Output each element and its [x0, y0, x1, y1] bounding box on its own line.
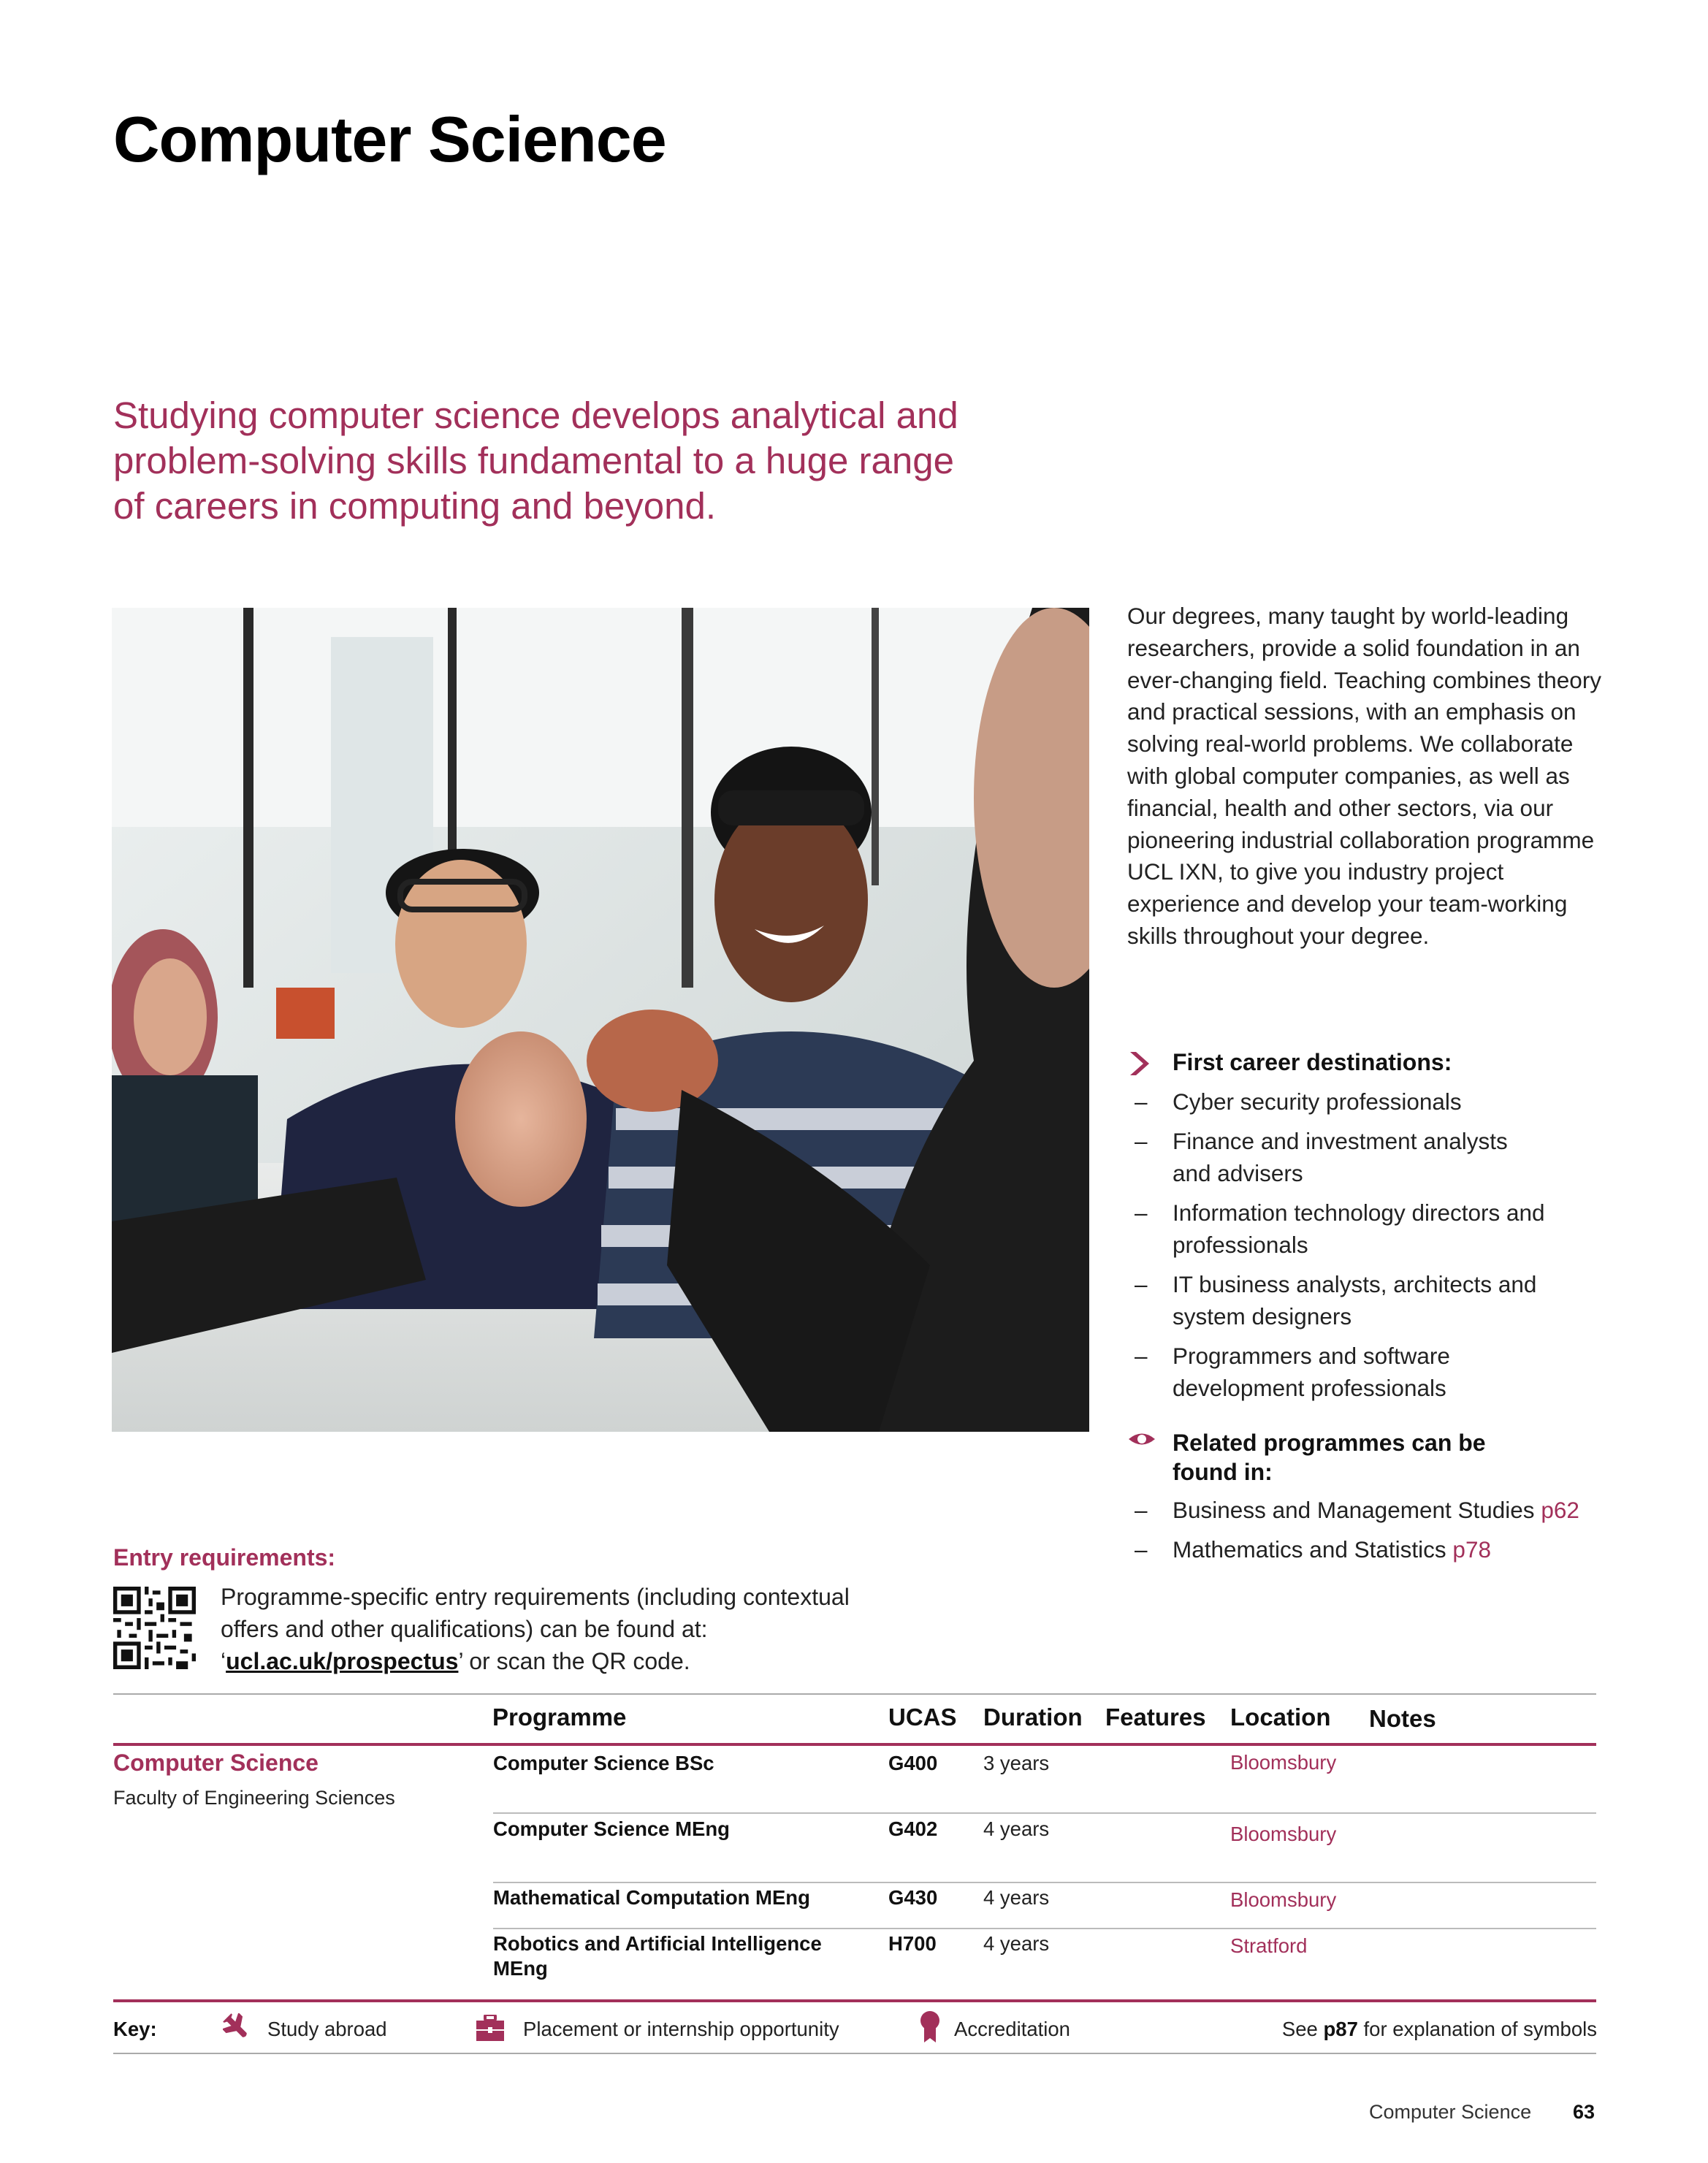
location: Bloomsbury — [1230, 1751, 1337, 1774]
header-ucas: UCAS — [888, 1704, 957, 1731]
programme-name: Mathematical Computation MEng — [493, 1886, 810, 1909]
students-photo — [112, 608, 1089, 1432]
ucas-code: G402 — [888, 1817, 938, 1840]
entry-text — [221, 1581, 863, 1677]
row-divider — [493, 1928, 1596, 1929]
page-title: Computer Science — [113, 103, 666, 175]
list-item: – Cyber security professionals — [1127, 1086, 1624, 1118]
list-item: – Information technology directors and professionals — [1127, 1197, 1552, 1261]
key-see-suffix: for explanation of symbols — [1357, 2018, 1597, 2040]
header-features: Features — [1105, 1704, 1206, 1731]
location: Bloomsbury — [1230, 1823, 1337, 1845]
career-list — [1127, 1086, 1624, 1404]
related-page-link[interactable]: p78 — [1452, 1536, 1491, 1563]
entry-text-after: ’ or scan the QR code. — [458, 1648, 690, 1674]
ucas-code: G430 — [888, 1886, 938, 1909]
career-heading: First career destinations: — [1173, 1049, 1452, 1075]
lead-paragraph: Studying computer science develops analytical and problem-solving skills fundamental to a huge range of careers in computing and beyond. — [113, 394, 958, 527]
location: Stratford — [1230, 1934, 1308, 1957]
row-divider — [493, 1882, 1596, 1883]
duration: 4 years — [983, 1817, 1050, 1840]
key-study-abroad: Study abroad — [267, 2018, 387, 2040]
ucas-code: H700 — [888, 1932, 937, 1955]
programme-name: Computer Science BSc — [493, 1752, 714, 1774]
header-notes: Notes — [1369, 1705, 1436, 1732]
page-number: 63 — [1573, 2101, 1595, 2123]
key-accreditation: Accreditation — [954, 2018, 1070, 2040]
related-label: Mathematics and Statistics — [1173, 1536, 1446, 1563]
key-see-prefix: See — [1281, 2018, 1324, 2040]
key-see-note — [1282, 2018, 1597, 2041]
header-rule — [113, 1743, 1596, 1746]
footer-section-name: Computer Science — [1369, 2101, 1532, 2123]
chevron-right-icon — [1127, 1050, 1149, 1077]
duration: 3 years — [983, 1752, 1050, 1774]
duration: 4 years — [983, 1932, 1050, 1955]
header-programme: Programme — [492, 1704, 627, 1731]
intro-body: Our degrees, many taught by world-leading researchers, provide a solid foundation in an ever-changing field. Teaching combines theory and practical sessions, with an emphasis on solving real-world problems. We collaborate with global computer companies, as well as financial, health and other sectors, via our pioneering industrial collaboration programme UCL IXN, to give you industry project experience and develop your team-working skills throughout your degree. — [1127, 603, 1602, 949]
briefcase-icon — [476, 2015, 504, 2041]
table-top-rule — [113, 1693, 1596, 1695]
list-item — [1127, 1533, 1624, 1565]
related-section — [1127, 1428, 1624, 1565]
related-heading: Related programmes can be found in: — [1173, 1430, 1486, 1485]
key-bottom-rule — [113, 2053, 1596, 2054]
programme-name: Robotics and Artificial Intelligence MEng — [493, 1932, 822, 1980]
qr-code — [113, 1587, 196, 1669]
duration: 4 years — [983, 1886, 1050, 1909]
department-name: Computer Science — [113, 1750, 319, 1776]
header-duration: Duration — [983, 1704, 1083, 1731]
key-see-page-link[interactable]: p87 — [1323, 2018, 1358, 2040]
related-page-link[interactable]: p62 — [1541, 1497, 1579, 1523]
list-item — [1127, 1494, 1624, 1526]
plane-icon — [223, 2013, 252, 2042]
career-section — [1127, 1048, 1624, 1404]
entry-heading: Entry requirements: — [113, 1544, 336, 1571]
programme-name: Computer Science MEng — [493, 1817, 730, 1840]
related-list — [1127, 1494, 1624, 1565]
ucas-code: G400 — [888, 1752, 938, 1774]
header-location: Location — [1230, 1704, 1331, 1731]
related-label: Business and Management Studies — [1173, 1497, 1535, 1523]
entry-text-before: Programme-specific entry requirements (including contextual offers and other qualifications) can be found at: ‘ — [221, 1584, 850, 1674]
list-item: – Finance and investment analysts and advisers — [1127, 1125, 1552, 1189]
prospectus-link[interactable]: ucl.ac.uk/prospectus — [226, 1648, 459, 1674]
location: Bloomsbury — [1230, 1888, 1337, 1911]
eye-icon — [1127, 1428, 1156, 1450]
faculty-name: Faculty of Engineering Sciences — [113, 1787, 395, 1809]
row-divider — [493, 1812, 1596, 1814]
award-ribbon-icon — [919, 2010, 941, 2042]
key-placement: Placement or internship opportunity — [523, 2018, 839, 2040]
key-label: Key: — [113, 2018, 157, 2040]
key-top-rule — [113, 1999, 1596, 2002]
list-item: – IT business analysts, architects and system designers — [1127, 1268, 1552, 1332]
list-item: – Programmers and software development professionals — [1127, 1340, 1509, 1404]
